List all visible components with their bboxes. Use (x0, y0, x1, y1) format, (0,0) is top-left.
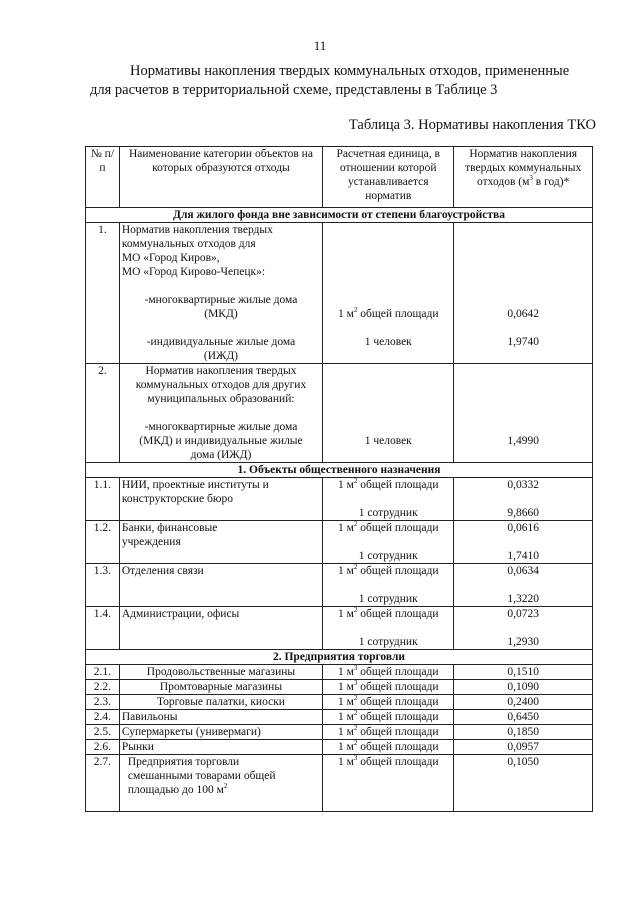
table-row (86, 521, 593, 564)
row-category: НИИ, проектные институты и конструкторские бюро (119, 478, 322, 521)
row-num: 1.3. (86, 564, 120, 607)
row-num: 1. (86, 223, 120, 364)
table-row (86, 755, 593, 812)
row-value: 0,6450 (454, 710, 593, 725)
row-category: Рынки (119, 740, 322, 755)
row-unit: 1 $м^2$ общей площади (323, 710, 454, 725)
row-category: Супермаркеты (универмаги) (119, 725, 322, 740)
table-caption: Таблица 3. Нормативы накопления ТКО (348, 117, 596, 133)
table-row (86, 223, 593, 364)
row-num: 2. (86, 364, 120, 463)
row-unit: 1 $м^2$ общей площади 1 сотрудник (323, 478, 454, 521)
section-public: 1. Объекты общественного назначения (86, 463, 593, 478)
row-value: 1,4990 (454, 364, 593, 463)
intro-paragraph (90, 62, 610, 100)
row-unit: 1 $м^3$ общей площади (323, 665, 454, 680)
table-row (86, 364, 593, 463)
row-category: Администрации, офисы (119, 607, 322, 650)
table-row (86, 695, 593, 710)
table-row (86, 710, 593, 725)
row-unit: 1 $м^2$ общей площади (323, 740, 454, 755)
row-category: Отделения связи (119, 564, 322, 607)
row-value: 0,0332 9,8660 (454, 478, 593, 521)
table-row (86, 680, 593, 695)
row-value: 0,2400 (454, 695, 593, 710)
table-row (86, 725, 593, 740)
row-num: 2.7. (86, 755, 120, 812)
row-unit: 1 $м^2$ общей площади 1 сотрудник (323, 521, 454, 564)
intro-line-2: для расчетов в территориальной схеме, представлены в Таблице 3 (90, 82, 498, 98)
row-value: 0,0642 1,9740 (454, 223, 593, 364)
row-category: Промтоварные магазины (119, 680, 322, 695)
row-value: 0,0957 (454, 740, 593, 755)
row-value: 0,1090 (454, 680, 593, 695)
header-category: Наименование категории объектов на которых образуются отходы (119, 147, 322, 208)
row-num: 1.1. (86, 478, 120, 521)
row-num: 1.4. (86, 607, 120, 650)
row-category: Торговые палатки, киоски (119, 695, 322, 710)
row-unit: 1 $м^2$ общей площади (323, 695, 454, 710)
section-residential: Для жилого фонда вне зависимости от степени благоустройства (86, 208, 593, 223)
row-value: 0,1850 (454, 725, 593, 740)
row-num: 2.4. (86, 710, 120, 725)
table-row (86, 478, 593, 521)
row-category: Павильоны (119, 710, 322, 725)
norms-table (85, 146, 593, 812)
row-category: Норматив накопления твердых коммунальных отходов для других муниципальных образований: -многоквартирные жилые дома (МКД) и индивидуальные жилые дома (ИЖД) (119, 364, 322, 463)
row-num: 2.1. (86, 665, 120, 680)
row-unit: 1 $м^3$ общей площади (323, 680, 454, 695)
table-row (86, 665, 593, 680)
intro-line-1: Нормативы накопления твердых коммунальных отходов, примененные (130, 63, 570, 79)
row-num: 2.5. (86, 725, 120, 740)
table-row (86, 740, 593, 755)
row-category: Продовольственные магазины (119, 665, 322, 680)
row-unit: 1 $м^2$ общей площади 1 человек (323, 223, 454, 364)
row-category: Предприятия торговли смешанными товарами общей площадью до 100 $м^2$ (119, 755, 322, 812)
header-num: № п/п (86, 147, 120, 208)
header-norm: Норматив накопления твердых коммунальных отходов ($м^3$ в год)* (454, 147, 593, 208)
row-unit: 1 $м^2$ общей площади 1 сотрудник (323, 607, 454, 650)
row-num: 2.3. (86, 695, 120, 710)
row-value: 0,0723 1,2930 (454, 607, 593, 650)
row-num: 1.2. (86, 521, 120, 564)
row-unit: 1 человек (323, 364, 454, 463)
row-value: 0,1510 (454, 665, 593, 680)
row-category: Банки, финансовые учреждения (119, 521, 322, 564)
row-value: 0,0634 1,3220 (454, 564, 593, 607)
page-number: 11 (313, 38, 327, 53)
row-value: 0,0616 1,7410 (454, 521, 593, 564)
row-value: 0,1050 (454, 755, 593, 812)
table-header-row (86, 147, 593, 208)
table-row (86, 607, 593, 650)
section-trade: 2. Предприятия торговли (86, 650, 593, 665)
row-num: 2.2. (86, 680, 120, 695)
row-num: 2.6. (86, 740, 120, 755)
row-category: Норматив накопления твердых коммунальных отходов для МО «Город Киров», МО «Город Кирово-Чепецк»: -многоквартирные жилые дома (МКД) -индивидуальные жилые дома (ИЖД) (119, 223, 322, 364)
row-unit: 1 $м^3$ общей площади (323, 755, 454, 812)
header-unit: Расчетная единица, в отношении которой устанавливается норматив (323, 147, 454, 208)
row-unit: 1 $м^2$ общей площади 1 сотрудник (323, 564, 454, 607)
row-unit: 1 $м^2$ общей площади (323, 725, 454, 740)
table-row (86, 564, 593, 607)
